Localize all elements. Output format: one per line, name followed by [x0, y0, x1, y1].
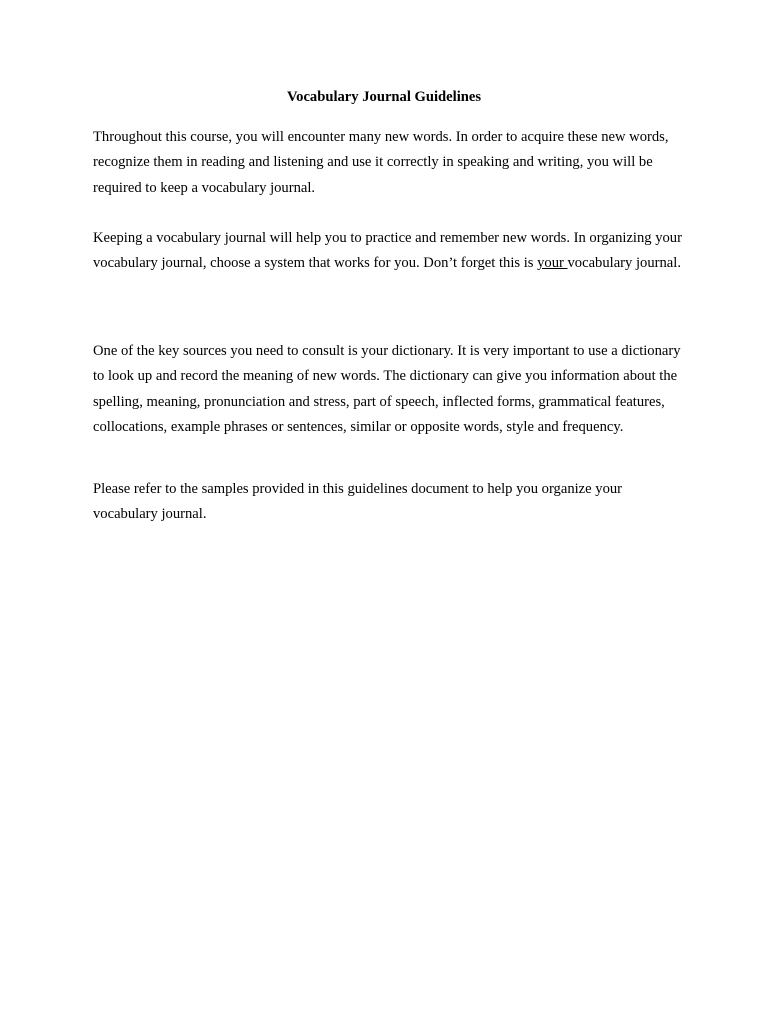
page-title: Vocabulary Journal Guidelines [286, 89, 482, 105]
paragraph-samples: Please refer to the samples provided in this guidelines document to help you organize your vocabulary journal. [93, 481, 623, 523]
paragraph-dictionary: One of the key sources you need to consult is your dictionary. It is very important to use a dictionary to look up and record the meaning of new words. The dictionary can give you information about the spelling, meaning, pronunciation and stress, part of speech, inflected forms, grammatical features, collocations, example phrases or sentences, similar or opposite words, style and frequency. [93, 343, 681, 436]
paragraph-keeping-journal-end: vocabulary journal. [567, 255, 681, 272]
paragraph-keeping-journal [93, 226, 683, 277]
paragraph-intro: Throughout this course, you will encounter many new words. In order to acquire these new words, recognize them in reading and listening and use it correctly in speaking and writing, you will be required to keep a vocabulary journal. [93, 129, 669, 196]
paragraph-keeping-journal-text: Keeping a vocabulary journal will help you to practice and remember new words. In organizing your vocabulary journal, choose a system that works for you. Don’t forget this is [93, 230, 682, 272]
underlined-word-your: your [537, 255, 568, 272]
